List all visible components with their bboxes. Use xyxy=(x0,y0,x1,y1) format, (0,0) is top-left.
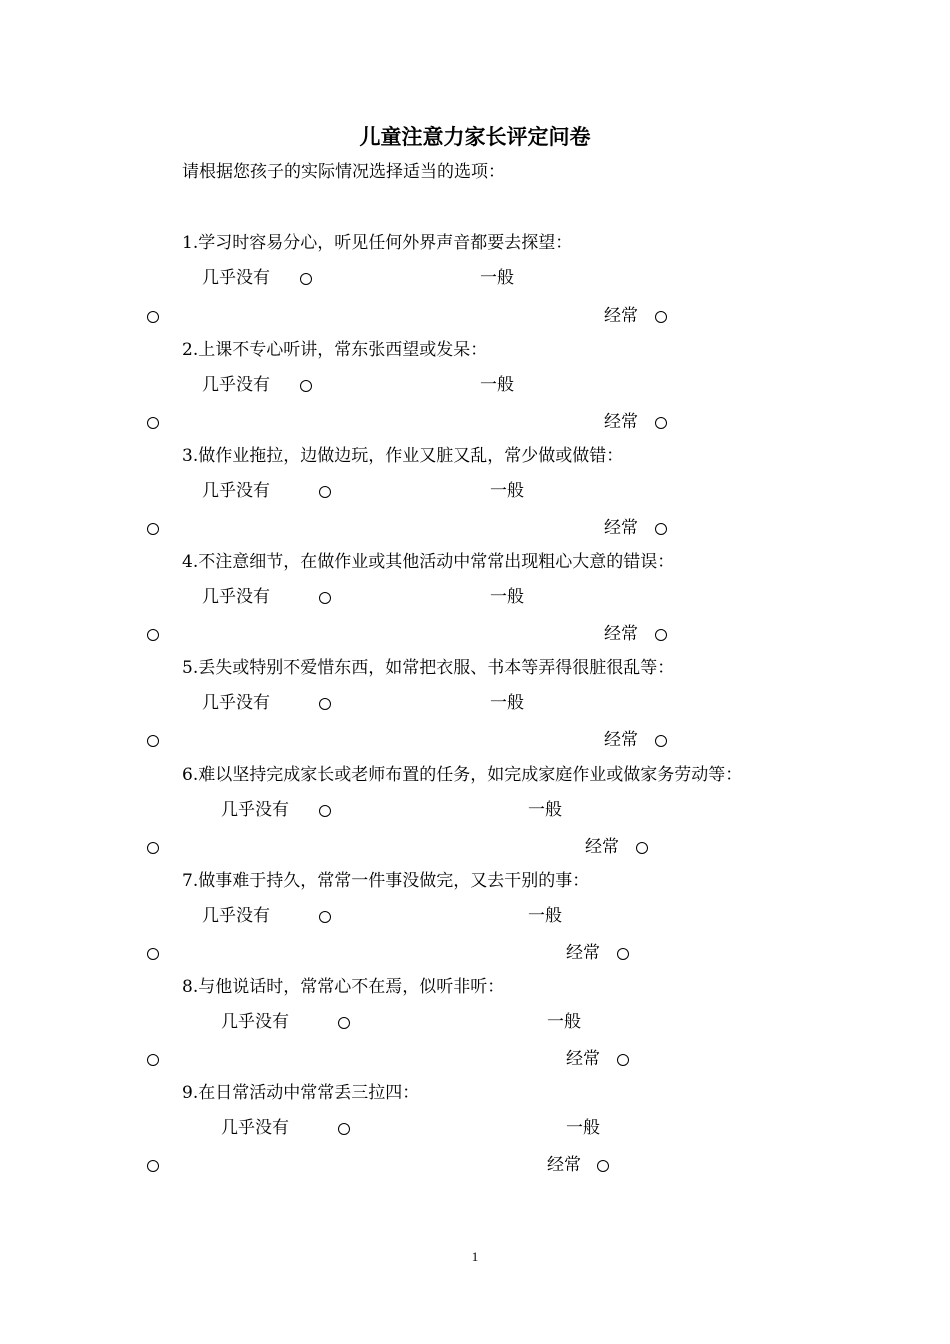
question-7-rarely-radio[interactable] xyxy=(319,911,331,923)
question-1-text: 1.学习时容易分心，听见任何外界声音都要去探望： xyxy=(182,233,573,253)
question-9-text: 9.在日常活动中常常丢三拉四： xyxy=(182,1083,420,1103)
question-4-often-radio[interactable] xyxy=(655,629,667,641)
question-5-often-radio[interactable] xyxy=(655,735,667,747)
question-5-rarely-radio[interactable] xyxy=(319,698,331,710)
question-2-sometimes-label: 一般 xyxy=(480,375,514,395)
question-3-sometimes-radio[interactable] xyxy=(147,523,159,535)
question-8-text: 8.与他说话时，常常心不在焉，似听非听： xyxy=(182,977,505,997)
question-9-often-radio[interactable] xyxy=(597,1160,609,1172)
question-4-sometimes-radio[interactable] xyxy=(147,629,159,641)
question-2-often-radio[interactable] xyxy=(655,417,667,429)
question-7-rarely-label: 几乎没有 xyxy=(202,906,270,926)
intro-text: 请根据您孩子的实际情况选择适当的选项： xyxy=(182,162,505,182)
question-9-sometimes-label: 一般 xyxy=(566,1118,600,1138)
question-5-rarely-label: 几乎没有 xyxy=(202,693,270,713)
question-1-sometimes-label: 一般 xyxy=(480,268,514,288)
question-8-rarely-label: 几乎没有 xyxy=(221,1012,289,1032)
question-2-sometimes-radio[interactable] xyxy=(147,417,159,429)
question-2-text: 2.上课不专心听讲，常东张西望或发呆： xyxy=(182,340,488,360)
question-3-text: 3.做作业拖拉，边做边玩，作业又脏又乱，常少做或做错： xyxy=(182,446,624,466)
question-1-sometimes-radio[interactable] xyxy=(147,311,159,323)
question-4-often-label: 经常 xyxy=(604,624,638,644)
question-4-rarely-radio[interactable] xyxy=(319,592,331,604)
question-7-often-label: 经常 xyxy=(566,943,600,963)
question-3-rarely-label: 几乎没有 xyxy=(202,481,270,501)
question-3-rarely-radio[interactable] xyxy=(319,486,331,498)
question-6-sometimes-label: 一般 xyxy=(528,800,562,820)
question-5-often-label: 经常 xyxy=(604,730,638,750)
question-4-sometimes-label: 一般 xyxy=(490,587,524,607)
question-1-often-radio[interactable] xyxy=(655,311,667,323)
question-1-often-label: 经常 xyxy=(604,306,638,326)
question-6-often-label: 经常 xyxy=(585,837,619,857)
page-number: 1 xyxy=(471,1249,479,1264)
question-6-often-radio[interactable] xyxy=(636,842,648,854)
question-7-often-radio[interactable] xyxy=(617,948,629,960)
question-7-text: 7.做事难于持久，常常一件事没做完，又去干别的事： xyxy=(182,871,590,891)
question-2-rarely-label: 几乎没有 xyxy=(202,375,270,395)
question-5-sometimes-radio[interactable] xyxy=(147,735,159,747)
question-9-rarely-radio[interactable] xyxy=(338,1123,350,1135)
question-7-sometimes-radio[interactable] xyxy=(147,948,159,960)
question-1-rarely-radio[interactable] xyxy=(300,273,312,285)
question-6-sometimes-radio[interactable] xyxy=(147,842,159,854)
question-8-often-label: 经常 xyxy=(566,1049,600,1069)
question-5-sometimes-label: 一般 xyxy=(490,693,524,713)
question-3-sometimes-label: 一般 xyxy=(490,481,524,501)
question-6-rarely-label: 几乎没有 xyxy=(221,800,289,820)
question-2-rarely-radio[interactable] xyxy=(300,380,312,392)
question-5-text: 5.丢失或特别不爱惜东西，如常把衣服、书本等弄得很脏很乱等： xyxy=(182,658,675,678)
question-6-rarely-radio[interactable] xyxy=(319,805,331,817)
question-8-sometimes-label: 一般 xyxy=(547,1012,581,1032)
question-4-rarely-label: 几乎没有 xyxy=(202,587,270,607)
question-9-rarely-label: 几乎没有 xyxy=(221,1118,289,1138)
question-8-rarely-radio[interactable] xyxy=(338,1017,350,1029)
question-8-sometimes-radio[interactable] xyxy=(147,1054,159,1066)
question-7-sometimes-label: 一般 xyxy=(528,906,562,926)
question-2-often-label: 经常 xyxy=(604,412,638,432)
question-6-text: 6.难以坚持完成家长或老师布置的任务，如完成家庭作业或做家务劳动等： xyxy=(182,765,743,785)
question-4-text: 4.不注意细节，在做作业或其他活动中常常出现粗心大意的错误： xyxy=(182,552,675,572)
question-1-rarely-label: 几乎没有 xyxy=(202,268,270,288)
question-3-often-radio[interactable] xyxy=(655,523,667,535)
question-3-often-label: 经常 xyxy=(604,518,638,538)
question-9-sometimes-radio[interactable] xyxy=(147,1160,159,1172)
question-9-often-label: 经常 xyxy=(547,1155,581,1175)
document-title: 儿童注意力家长评定问卷 xyxy=(359,124,591,149)
question-8-often-radio[interactable] xyxy=(617,1054,629,1066)
